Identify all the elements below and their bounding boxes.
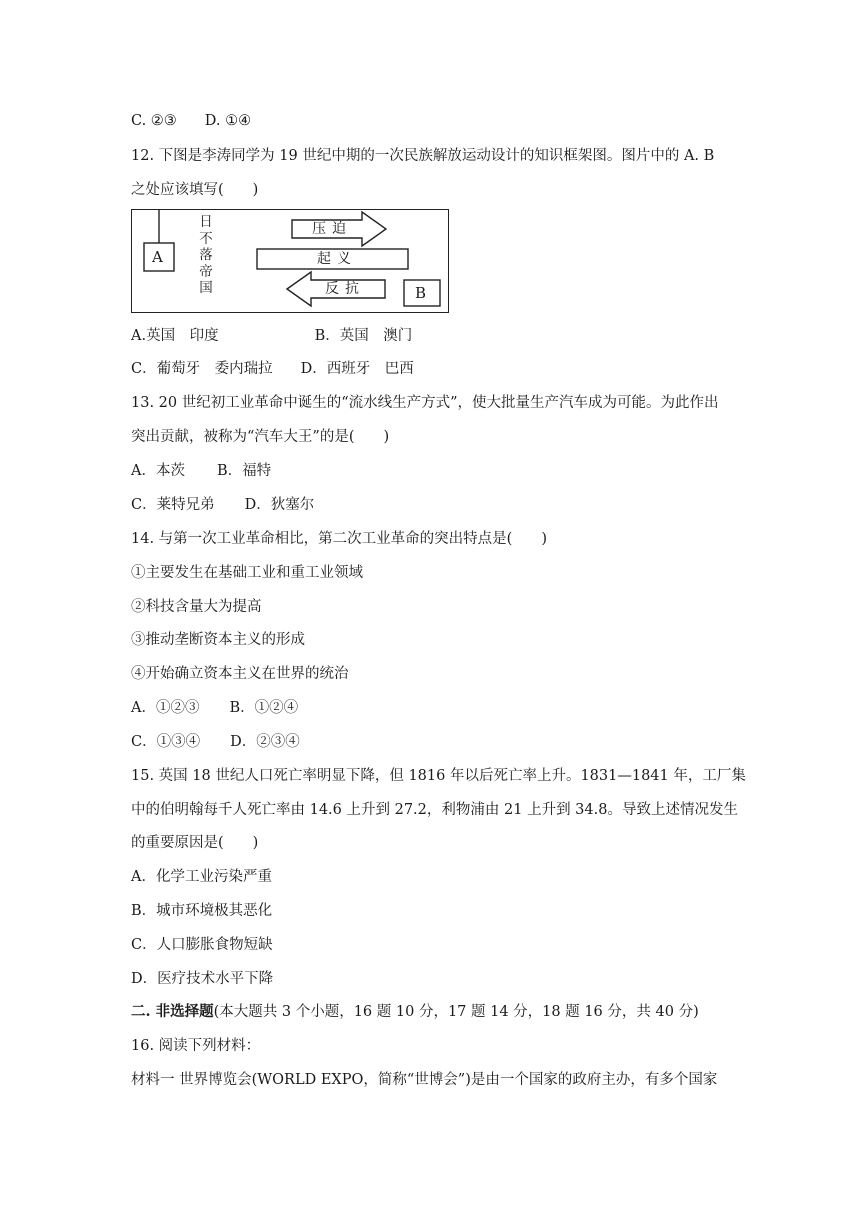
q14-item: ④开始确立资本主义在世界的统治 [131, 666, 349, 682]
q13-option-c: C．莱特兄弟 [131, 497, 215, 513]
q15-stem-line3: 的重要原因是( ) [131, 835, 259, 851]
q11-option-c: C. ②③ [131, 113, 177, 129]
q14-item: ①主要发生在基础工业和重工业领域 [131, 565, 363, 581]
q15-option-a: A．化学工业污染严重 [131, 869, 272, 885]
sun-never-sets-vertical-text [198, 214, 214, 297]
q13-options-row1 [131, 461, 271, 481]
q14-options-row1 [131, 698, 298, 718]
section2-heading [131, 1002, 699, 1022]
q11-option-d: D. ①④ [204, 113, 252, 129]
q14-option-a: A．①②③ [131, 700, 200, 716]
q12-stem-line1: 12. 下图是李涛同学为 19 世纪中期的一次民族解放运动设计的知识框架图。图片中的 A. B [131, 148, 715, 164]
vertical-char: 国 [199, 280, 213, 296]
q13-option-d: D．狄塞尔 [244, 497, 315, 513]
q15-stem-line2: 中的伯明翰每千人死亡率由 14.6 上升到 27.2，利物浦由 21 上升到 34.8。导致上述情况发生 [131, 802, 738, 818]
q13-stem-line1: 13. 20 世纪初工业革命中诞生的“流水线生产方式”，使大批量生产汽车成为可能。为此作出 [131, 395, 719, 411]
vertical-char: 日 [199, 214, 213, 230]
q15-stem-line1: 15. 英国 18 世纪人口死亡率明显下降，但 1816 年以后死亡率上升。1831—1841 年，工厂集 [131, 768, 746, 784]
q15-option-c: C．人口膨胀食物短缺 [131, 937, 273, 953]
box-a-label: A [152, 248, 163, 266]
vertical-char: 不 [199, 230, 213, 247]
q12-options-row1 [131, 326, 412, 346]
q15-option-d: D．医疗技术水平下降 [131, 971, 274, 987]
section2-title: 二. 非选择题 [131, 1003, 214, 1020]
q16-stem: 16. 阅读下列材料： [131, 1038, 261, 1054]
q11-options-row [131, 111, 251, 131]
q14-option-c: C．①③④ [131, 734, 201, 750]
q12-option-d: D．西班牙 巴西 [300, 361, 414, 377]
q14-options-row2 [131, 732, 300, 752]
diagram-shapes [132, 210, 450, 314]
q12-option-b: B．英国 澳门 [314, 328, 413, 344]
q14-option-b: B．①②④ [229, 700, 299, 716]
vertical-char: 帝 [199, 263, 213, 280]
q16-material1: 材料一 世界博览会(WORLD EXPO，简称“世博会”)是由一个国家的政府主办，有多个国家 [131, 1072, 718, 1088]
q14-item: ③推动垄断资本主义的形成 [131, 632, 305, 648]
q13-option-b: B．福特 [216, 463, 272, 479]
q15-option-b: B．城市环境极其恶化 [131, 903, 273, 919]
q12-stem-line2: 之处应该填写( ) [131, 182, 259, 198]
q12-option-c: C．葡萄牙 委内瑞拉 [131, 361, 273, 377]
section2-scoring: (本大题共 3 个小题，16 题 10 分，17 题 14 分，18 题 16 分，共 40 分) [213, 1004, 699, 1020]
q14-option-d: D．②③④ [230, 734, 300, 750]
q14-item: ②科技含量大为提高 [131, 599, 262, 615]
resistance-label: 反抗 [325, 281, 365, 297]
q12-option-a: A.英国 印度 [131, 328, 219, 344]
q13-stem-line2: 突出贡献，被称为“汽车大王”的是( ) [131, 429, 390, 445]
vertical-char: 落 [199, 247, 213, 263]
q13-options-row2 [131, 495, 314, 515]
q12-knowledge-diagram [131, 209, 449, 313]
q14-stem: 14. 与第一次工业革命相比，第二次工业革命的突出特点是( ) [131, 531, 547, 547]
uprising-label: 起义 [317, 251, 357, 267]
q12-options-row2 [131, 359, 414, 379]
q13-option-a: A．本茨 [131, 463, 185, 479]
oppression-label: 压迫 [312, 221, 352, 237]
box-b-label: B [415, 284, 427, 302]
